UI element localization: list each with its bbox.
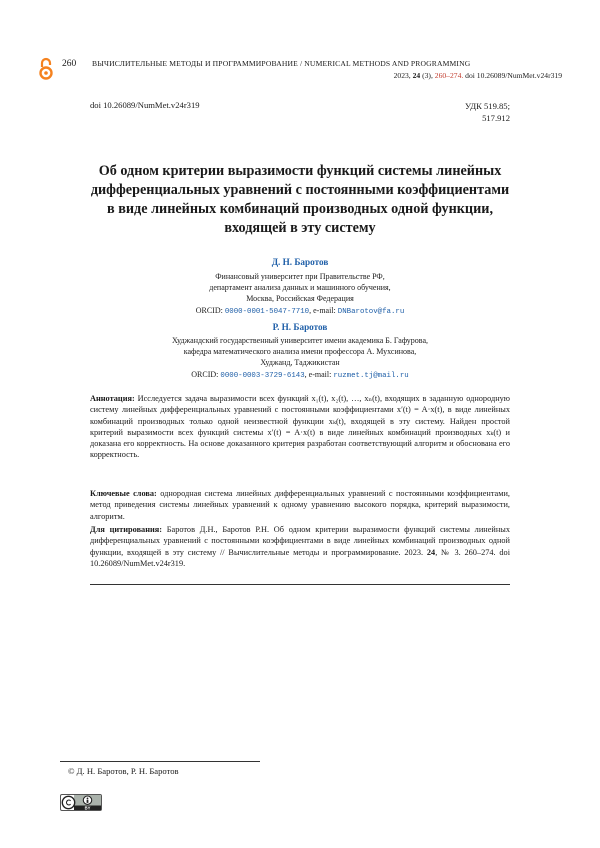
journal-meta	[394, 71, 562, 80]
abstract-label: Аннотация:	[90, 394, 135, 403]
author-affiliation-2	[90, 335, 510, 382]
article-doi: doi 10.26089/NumMet.v24r319	[90, 100, 200, 110]
cc-by-label: BY	[84, 805, 91, 811]
journal-doi: doi 10.26089/NumMet.v24r319	[465, 71, 562, 80]
footnote-divider	[60, 761, 260, 762]
copyright-notice: © Д. Н. Баротов, Р. Н. Баротов	[68, 766, 179, 776]
author-affiliation-1	[90, 271, 510, 318]
abstract-text: Исследуется задача выразимости всех функций x₁(t), x₂(t), …, xₙ(t), входящих в заданную однородную систему линейных дифференциальных уравнений с постоянными коэффициентами x′(t) = A·x(t), в виде линейных комбинаций производных только одной неизвестной функции xₖ(t), входящей в эту систему. Найден простой критерий выразимости всех функций системы x′(t) = A·x(t) в виде линейных комбинаций производных xₖ(t) и доказана его корректность. На основе доказанного критерия разработан соответствующий алгоритм и обоснована его корректность.	[90, 394, 510, 460]
cc-by-icon[interactable]	[60, 794, 102, 811]
citation-text: Баротов Д.Н., Баротов Р.Н. Об одном критерии выразимости функций системы линейных дифференциальных уравнений с постоянными коэффициентами в виде линейных комбинаций производных одной функции, входящей в эту систему // Вычислительные методы и программирование. 2023.	[90, 525, 510, 557]
author-contacts-2	[90, 369, 510, 382]
orcid-link[interactable]: 0000-0003-3729-6143	[220, 371, 305, 380]
citation-label: Для цитирования:	[90, 525, 163, 534]
citation-tail: , № 3. 260–274. doi 10.26089/NumMet.v24r319.	[90, 547, 510, 568]
page-number: 260	[62, 59, 77, 69]
journal-title: ВЫЧИСЛИТЕЛЬНЫЕ МЕТОДЫ И ПРОГРАММИРОВАНИЕ / NUMERICAL METHODS AND PROGRAMMING	[92, 59, 471, 68]
email-link[interactable]: ruzmet.tj@mail.ru	[333, 371, 409, 380]
journal-pages-link[interactable]: 260–274.	[434, 71, 464, 80]
orcid-label: ORCID:	[195, 305, 223, 315]
affiliation-line: Москва, Российская Федерация	[246, 294, 354, 304]
citation	[90, 524, 510, 569]
citation-volume: 24	[426, 547, 436, 557]
affiliation-line: департамент анализа данных и машинного обучения,	[209, 283, 391, 293]
author-name-2: Р. Н. Баротов	[272, 322, 328, 332]
author-name-1: Д. Н. Баротов	[271, 257, 329, 267]
email-link[interactable]: DNBarotov@fa.ru	[337, 307, 405, 316]
orcid-label: ORCID:	[191, 369, 219, 379]
affiliation-line: кафедра математического анализа имени профессора А. Мухсинова,	[183, 347, 417, 357]
journal-issue: (3),	[422, 71, 433, 80]
udk-code	[465, 100, 510, 124]
keywords-label: Ключевые слова:	[90, 489, 157, 498]
udk-line-1: УДК 519.85;	[465, 101, 510, 111]
keywords	[90, 488, 510, 522]
journal-year: 2023,	[393, 71, 411, 80]
journal-volume: 24	[412, 71, 421, 80]
affiliation-line: Финансовый университет при Правительстве РФ,	[215, 272, 385, 281]
udk-line-2: 517.912	[482, 113, 510, 123]
email-label: , e-mail:	[304, 369, 332, 379]
abstract	[90, 393, 510, 461]
affiliation-line: Худжанд, Таджикистан	[260, 358, 340, 368]
orcid-link[interactable]: 0000-0001-5047-7710	[224, 307, 310, 316]
open-access-icon	[37, 57, 55, 81]
keywords-text: однородная система линейных дифференциальных уравнений с постоянными коэффициентами, метод приведения системы линейных уравнений к одному уравнению высокого порядка, критерий выразимости, алгоритм.	[90, 489, 510, 521]
email-label: , e-mail:	[309, 305, 336, 315]
section-divider	[90, 584, 510, 585]
author-contacts-1	[90, 305, 510, 318]
affiliation-line: Худжандский государственный университет имени академика Б. Гафурова,	[171, 336, 429, 345]
article-title: Об одном критерии выразимости функций системы линейных дифференциальных уравнений с постоянными коэффициентами в виде линейных комбинаций производных одной функции, входящей в эту систему	[90, 163, 510, 236]
